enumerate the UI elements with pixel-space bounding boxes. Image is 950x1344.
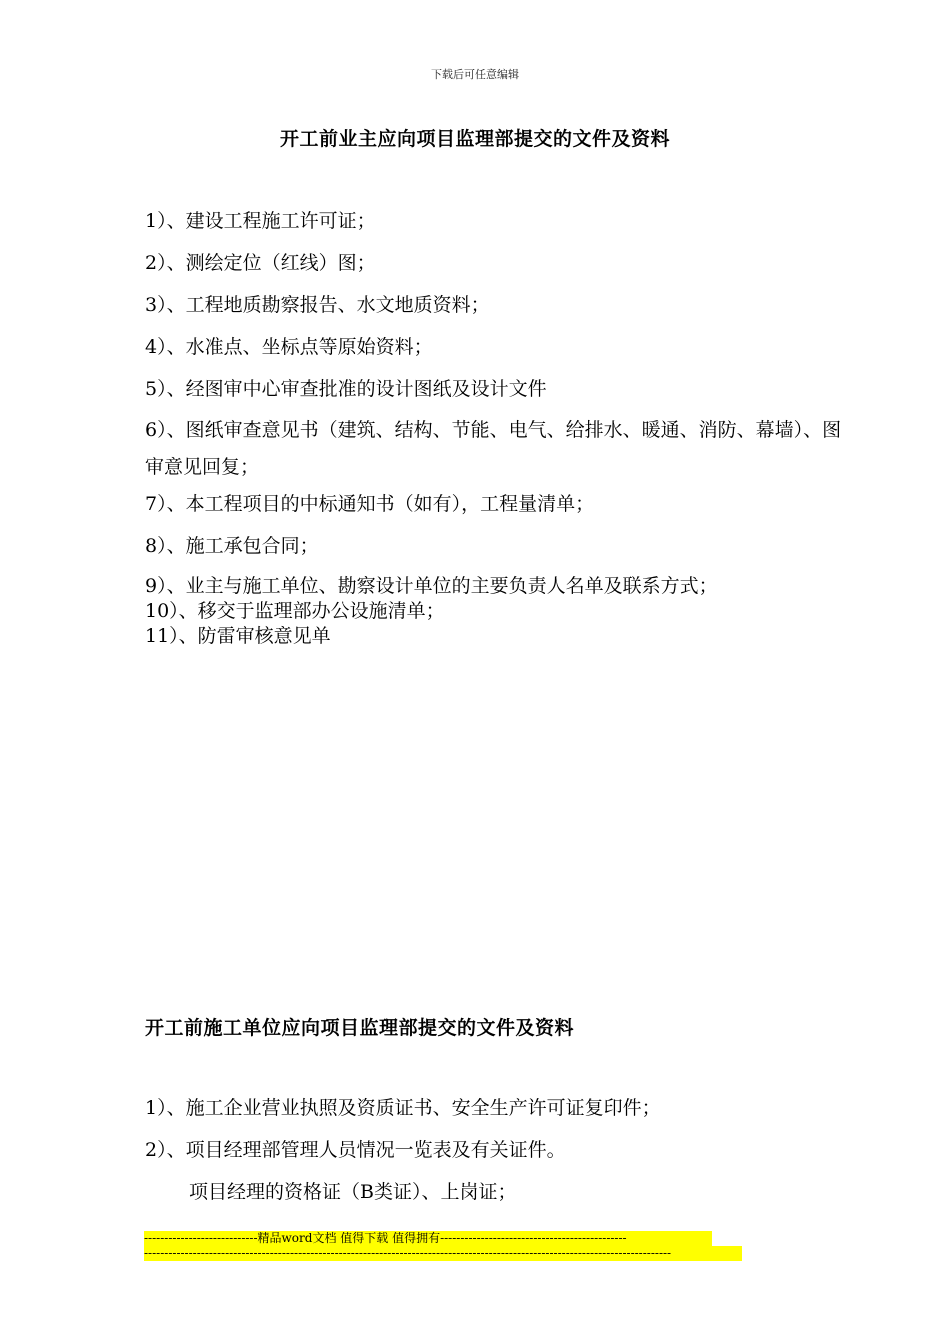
section1-list [145,207,845,649]
list-item: 8）、施工承包合同； [145,535,319,557]
list-item: 2）、测绘定位（红线）图； [145,252,376,274]
list-item: 7）、本工程项目的中标通知书（如有），工程量清单； [145,493,595,515]
list-item: 11）、防雷审核意见单 [145,625,331,647]
list-item: 项目经理的资格证（B类证）、上岗证； [189,1181,517,1203]
footer-line: ---------------------------------------------------------------------------------------------------------------------------------- [144,1246,742,1261]
section2-title: 开工前施工单位应向项目监理部提交的文件及资料 [145,1017,575,1039]
list-item: 5）、经图审中心审查批准的设计图纸及设计文件 [145,378,547,400]
footer-line: ----------------------------精品word文档 值得下载 值得拥有---------------------------------------------- [144,1231,712,1246]
footer-banner [144,1231,742,1261]
list-item: 9）、业主与施工单位、勘察设计单位的主要负责人名单及联系方式； [145,575,718,597]
list-item: 1）、施工企业营业执照及资质证书、安全生产许可证复印件； [145,1097,661,1119]
list-item: 6）、图纸审查意见书（建筑、结构、节能、电气、给排水、暖通、消防、幕墙）、图审意见回复； [145,419,842,478]
list-item: 2）、项目经理部管理人员情况一览表及有关证件。 [145,1139,566,1161]
list-item: 10）、移交于监理部办公设施清单； [145,600,445,622]
list-item: 1）、建设工程施工许可证； [145,210,376,232]
list-item: 3）、工程地质勘察报告、水文地质资料； [145,294,490,316]
section2-list [145,1094,845,1220]
header-note: 下载后可任意编辑 [431,68,519,81]
list-item: 4）、水准点、坐标点等原始资料； [145,336,433,358]
section1-title: 开工前业主应向项目监理部提交的文件及资料 [279,128,670,150]
